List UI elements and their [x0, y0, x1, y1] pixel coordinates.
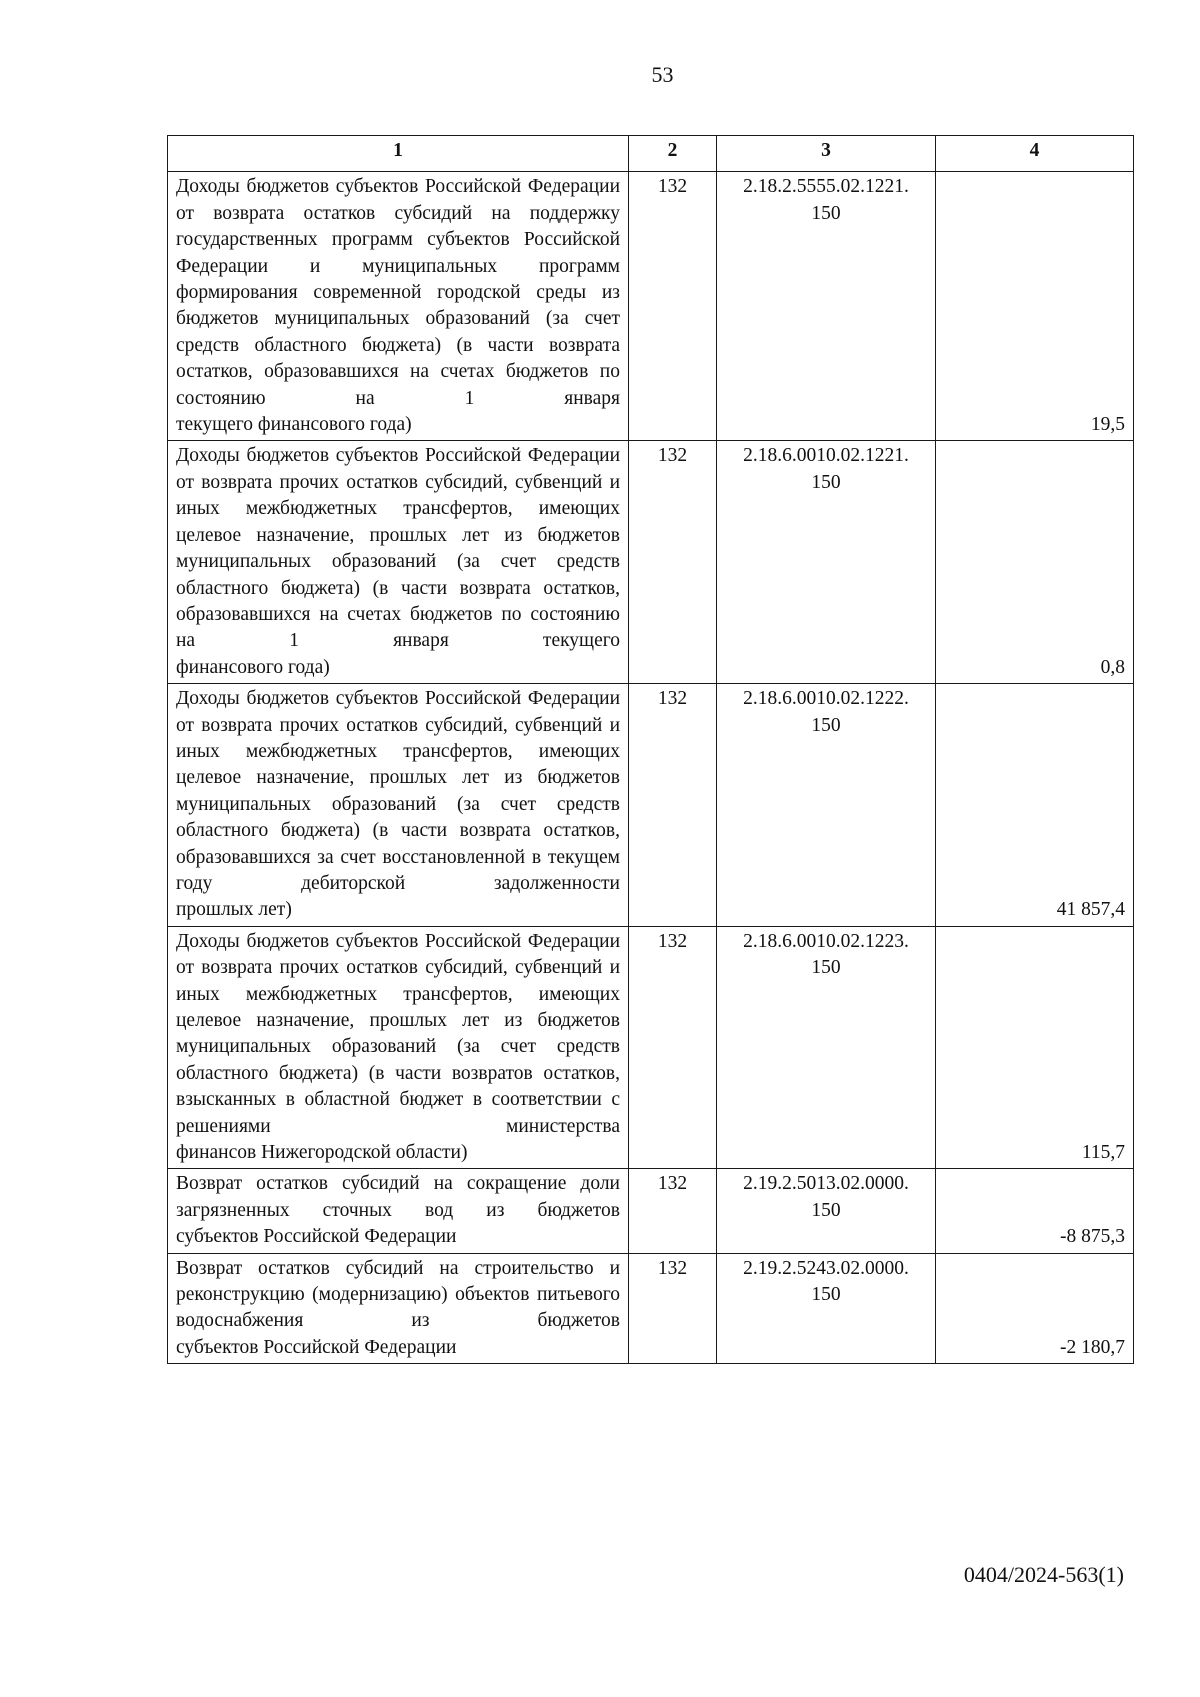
- row-amount: -2 180,7: [936, 1253, 1134, 1364]
- description-line: финансового года): [176, 656, 330, 678]
- description-line: Доходы бюджетов субъектов Российской: [176, 176, 522, 198]
- description-line: Федерации от возврата прочих остатков: [176, 445, 620, 493]
- description-line: субсидий, субвенций и иных межбюджетных: [176, 471, 621, 520]
- row-description: [168, 1253, 629, 1364]
- row-admin-code: 132: [629, 1169, 717, 1253]
- row-description: [168, 441, 629, 684]
- row-classification-code: [717, 172, 936, 441]
- row-admin-code: 132: [629, 684, 717, 927]
- description-line: Доходы бюджетов субъектов Российской: [176, 688, 522, 710]
- description-line: образований (за счет средств областного: [176, 793, 620, 842]
- row-admin-code: 132: [629, 172, 717, 441]
- document-registration-code: 0404/2024-563(1): [963, 1562, 1124, 1587]
- description-line: образовавшихся на счетах бюджетов по: [176, 603, 522, 625]
- description-line: современной городской среды из бюджетов: [176, 282, 621, 330]
- code-line: 150: [811, 1284, 841, 1306]
- table-row: [168, 926, 1134, 1169]
- code-line: 2.18.6.0010.02.1222.: [743, 688, 909, 710]
- code-line: 150: [811, 202, 841, 224]
- page-number: 53: [651, 62, 674, 87]
- table-row: [168, 1253, 1134, 1364]
- description-line: бюджета) (в части возвратов остатков,: [278, 1062, 620, 1084]
- description-line: Доходы бюджетов субъектов Российской: [176, 930, 522, 952]
- description-line: Возврат остатков субсидий на строительство: [176, 1257, 594, 1279]
- budget-revenue-table: [167, 135, 1134, 1364]
- description-line: текущего финансового года): [176, 414, 412, 436]
- description-line: прошлых лет из бюджетов муниципальных: [176, 767, 621, 815]
- description-line: субъектов Российской Федерации: [176, 1336, 457, 1358]
- row-classification-code: [717, 684, 936, 927]
- description-line: взысканных в областной бюджет в: [176, 1089, 483, 1111]
- description-line: муниципальных программ формирования: [176, 255, 620, 304]
- code-line: 150: [811, 957, 841, 979]
- description-line: прошлых лет из бюджетов муниципальных: [176, 1010, 621, 1058]
- description-line: субъектов Российской Федерации и: [176, 229, 620, 277]
- row-admin-code: 132: [629, 926, 717, 1169]
- description-line: образовавшихся за счет восстановленной в: [176, 846, 542, 868]
- description-line: бюджета) (в части возврата остатков,: [280, 820, 620, 842]
- code-line: 2.19.2.5013.02.0000.: [743, 1173, 909, 1195]
- description-line: образований (за счет средств областного: [176, 551, 620, 599]
- description-line: прошлых лет из бюджетов муниципальных: [176, 524, 621, 573]
- description-line: Федерации от возврата прочих остатков: [176, 930, 620, 979]
- header-col-4: 4: [936, 136, 1134, 172]
- description-line: бюджета) (в части возврата остатков,: [280, 577, 620, 599]
- description-line: прошлых лет): [176, 899, 292, 921]
- table-body: [168, 172, 1134, 1364]
- row-amount: 19,5: [936, 172, 1134, 441]
- row-amount: 41 857,4: [936, 684, 1134, 927]
- row-amount: 115,7: [936, 926, 1134, 1169]
- table-row: [168, 1169, 1134, 1253]
- row-amount: 0,8: [936, 441, 1134, 684]
- header-col-2: 2: [629, 136, 717, 172]
- description-line: муниципальных образований (за счет средств: [176, 308, 620, 356]
- row-classification-code: [717, 1253, 936, 1364]
- description-line: и реконструкцию (модернизацию) объектов: [176, 1257, 620, 1306]
- description-line: поддержку государственных программ: [176, 202, 620, 251]
- code-line: 2.19.2.5243.02.0000.: [743, 1257, 909, 1279]
- row-description: [168, 926, 629, 1169]
- description-line: состоянию на 1 января текущего: [176, 603, 620, 652]
- code-line: 2.18.2.5555.02.1221.: [743, 176, 909, 198]
- row-admin-code: 132: [629, 1253, 717, 1364]
- code-line: 150: [811, 471, 841, 493]
- code-line: 2.18.6.0010.02.1221.: [743, 445, 909, 467]
- description-line: субъектов Российской Федерации: [176, 1226, 457, 1248]
- row-description: [168, 1169, 629, 1253]
- description-line: Доходы бюджетов субъектов Российской: [176, 445, 522, 467]
- table-row: [168, 684, 1134, 927]
- description-line: бюджетов по состоянию на 1 января: [176, 361, 620, 409]
- description-line: образований (за счет средств областного: [176, 1036, 620, 1084]
- description-line: доли загрязненных сточных вод из бюджетов: [176, 1173, 620, 1221]
- row-classification-code: [717, 1169, 936, 1253]
- description-line: трансфертов, имеющих целевое назначение,: [176, 983, 620, 1031]
- description-line: субсидий, субвенций и иных межбюджетных: [176, 714, 621, 762]
- description-line: соответствии с решениями министерства: [176, 1089, 621, 1137]
- description-line: финансов Нижегородской области): [176, 1142, 468, 1164]
- code-line: 2.18.6.0010.02.1223.: [743, 930, 909, 952]
- description-line: остатков, образовавшихся на счетах: [176, 361, 495, 383]
- header-col-1: 1: [168, 136, 629, 172]
- code-line: 150: [811, 714, 841, 736]
- description-line: областного бюджета) (в части возврата: [254, 334, 620, 356]
- row-classification-code: [717, 926, 936, 1169]
- table-row: [168, 441, 1134, 684]
- header-col-3: 3: [717, 136, 936, 172]
- row-description: [168, 172, 629, 441]
- description-line: Федерации от возврата прочих остатков: [176, 688, 620, 736]
- row-description: [168, 684, 629, 927]
- row-classification-code: [717, 441, 936, 684]
- description-line: Федерации от возврата остатков субсидий на: [176, 176, 620, 224]
- description-line: трансфертов, имеющих целевое назначение,: [176, 498, 620, 546]
- table-row: [168, 172, 1134, 441]
- description-line: текущем году дебиторской задолженности: [176, 846, 621, 894]
- row-amount: -8 875,3: [936, 1169, 1134, 1253]
- row-admin-code: 132: [629, 441, 717, 684]
- description-line: трансфертов, имеющих целевое назначение,: [176, 740, 620, 789]
- description-line: Возврат остатков субсидий на сокращение: [176, 1173, 567, 1195]
- table-header-row: [168, 136, 1134, 172]
- description-line: питьевого водоснабжения из бюджетов: [176, 1284, 620, 1332]
- description-line: субсидий, субвенций и иных межбюджетных: [176, 957, 621, 1005]
- code-line: 150: [811, 1199, 841, 1221]
